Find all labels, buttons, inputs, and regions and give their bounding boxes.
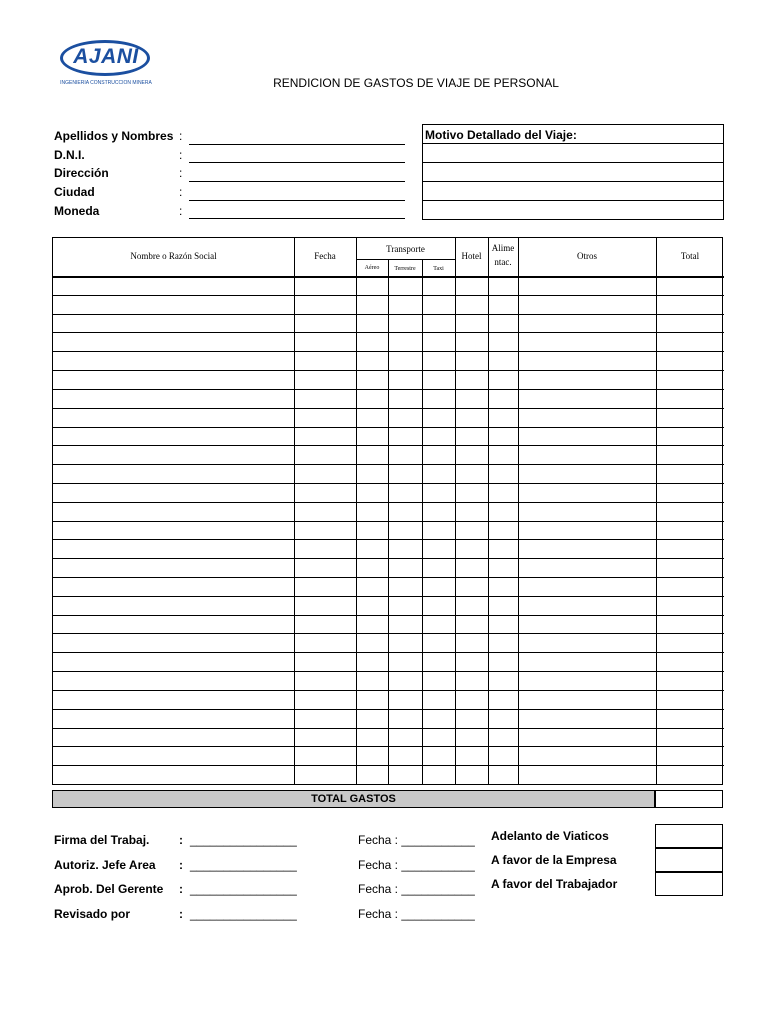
header-taxi: Taxi (433, 266, 444, 272)
header-hotel: Hotel (461, 251, 482, 261)
row-divider (53, 596, 724, 597)
motivo-line[interactable] (423, 201, 723, 219)
signature-label-aprob: Aprob. Del Gerente (54, 882, 164, 896)
row-divider (53, 445, 724, 446)
signature-colon: : (179, 907, 183, 921)
total-gastos-bar: TOTAL GASTOS (52, 790, 655, 808)
row-divider (53, 408, 724, 409)
row-divider (53, 652, 724, 653)
summary-value-empresa[interactable] (655, 848, 723, 872)
row-divider (53, 577, 724, 578)
header-terrestre: Terrestre (394, 266, 416, 272)
motivo-line[interactable] (423, 144, 723, 163)
signature-line-aprob[interactable]: ________________ (190, 882, 297, 896)
field-colon: : (179, 204, 183, 218)
page-title: RENDICION DE GASTOS DE VIAJE DE PERSONAL (273, 76, 559, 90)
field-input-apellidos[interactable] (189, 144, 405, 145)
summary-label-empresa: A favor de la Empresa (491, 853, 617, 867)
total-gastos-value[interactable] (655, 790, 723, 808)
row-divider (53, 615, 724, 616)
row-divider (53, 728, 724, 729)
column-divider (356, 238, 357, 784)
row-divider (53, 521, 724, 522)
row-divider (53, 314, 724, 315)
row-divider (53, 427, 724, 428)
header-divider (53, 276, 724, 278)
motivo-box (422, 124, 724, 220)
signature-fecha-autoriz[interactable]: Fecha : ___________ (358, 858, 475, 872)
signature-label-firma: Firma del Trabaj. (54, 833, 150, 847)
signature-label-revisado: Revisado por (54, 907, 131, 921)
field-input-dni[interactable] (189, 162, 405, 163)
summary-value-adelanto[interactable] (655, 824, 723, 848)
row-divider (53, 765, 724, 766)
row-divider (53, 483, 724, 484)
motivo-line[interactable] (423, 182, 723, 201)
row-divider (53, 389, 724, 390)
field-input-direccion[interactable] (189, 181, 405, 182)
column-divider (455, 238, 456, 784)
summary-label-adelanto: Adelanto de Viaticos (491, 829, 609, 843)
row-divider (53, 464, 724, 465)
field-colon: : (179, 129, 183, 143)
signature-fecha-firma[interactable]: Fecha : ___________ (358, 833, 475, 847)
field-label-direccion: Dirección (54, 166, 109, 180)
signature-label-autoriz: Autoriz. Jefe Area (54, 858, 156, 872)
field-colon: : (179, 166, 183, 180)
column-divider (488, 238, 489, 784)
header-aereo: Aéreo (364, 265, 380, 271)
signature-line-firma[interactable]: ________________ (190, 833, 297, 847)
signature-colon: : (179, 858, 183, 872)
motivo-header-row (423, 125, 723, 144)
motivo-line[interactable] (423, 163, 723, 182)
field-label-apellidos: Apellidos y Nombres (54, 129, 174, 143)
header-alim-2: ntac. (494, 257, 512, 267)
row-divider (53, 746, 724, 747)
signature-line-revisado[interactable]: ________________ (190, 907, 297, 921)
header-otros: Otros (577, 251, 597, 261)
header-alim-1: Alime (491, 243, 515, 253)
field-colon: : (179, 148, 183, 162)
header-fecha: Fecha (314, 251, 336, 261)
row-divider (53, 502, 724, 503)
field-colon: : (179, 185, 183, 199)
row-divider (53, 539, 724, 540)
column-divider (294, 238, 295, 784)
row-divider (53, 633, 724, 634)
transport-subheader-line (356, 259, 455, 260)
summary-value-trabajador[interactable] (655, 872, 723, 896)
field-input-moneda[interactable] (189, 218, 405, 219)
row-divider (53, 295, 724, 296)
row-divider (53, 709, 724, 710)
header-nombre: Nombre o Razón Social (130, 251, 217, 261)
row-divider (53, 370, 724, 371)
signature-fecha-aprob[interactable]: Fecha : ___________ (358, 882, 475, 896)
field-input-ciudad[interactable] (189, 200, 405, 201)
expense-table (52, 237, 723, 785)
signature-colon: : (179, 833, 183, 847)
motivo-label: Motivo Detallado del Viaje: (425, 128, 577, 142)
logo-tagline: INGENIERIA CONSTRUCCION MINERA (60, 80, 152, 86)
header-transporte: Transporte (386, 244, 425, 254)
row-divider (53, 558, 724, 559)
field-label-ciudad: Ciudad (54, 185, 95, 199)
summary-label-trabajador: A favor del Trabajador (491, 877, 618, 891)
row-divider (53, 351, 724, 352)
signature-line-autoriz[interactable]: ________________ (190, 858, 297, 872)
column-divider (656, 238, 657, 784)
field-label-dni: D.N.I. (54, 148, 85, 162)
row-divider (53, 332, 724, 333)
row-divider (53, 690, 724, 691)
logo-name: AJANI (73, 45, 139, 68)
signature-fecha-revisado[interactable]: Fecha : ___________ (358, 907, 475, 921)
field-label-moneda: Moneda (54, 204, 100, 218)
column-divider (518, 238, 519, 784)
signature-colon: : (179, 882, 183, 896)
row-divider (53, 671, 724, 672)
header-total: Total (680, 251, 700, 261)
